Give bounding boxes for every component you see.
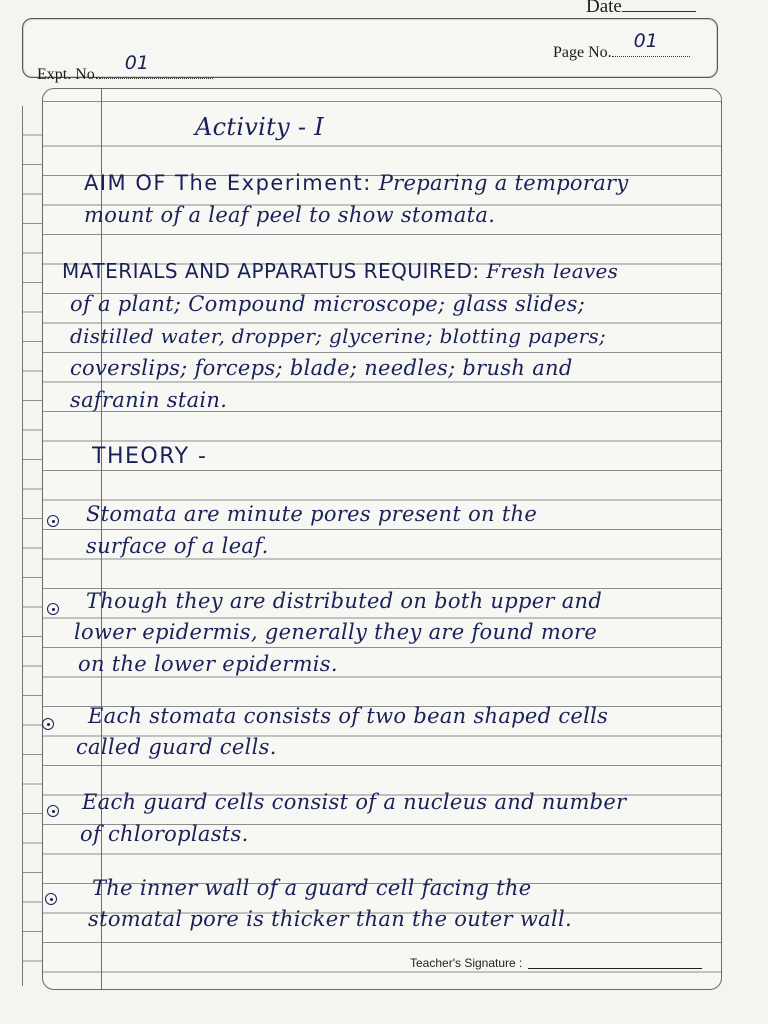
theory-point-2-line-3: on the lower epidermis. — [78, 652, 338, 676]
theory-point-4-line-1: Each guard cells consist of a nucleus and number — [82, 790, 627, 814]
materials-line-1: MATERIALS AND APPARATUS REQUIRED: Fresh leaves — [62, 259, 619, 283]
aim-line-1: AIM OF The Experiment: Preparing a temporary — [84, 171, 629, 195]
teacher-signature-line — [528, 968, 702, 969]
theory-point-1-line-2: surface of a leaf. — [86, 534, 269, 558]
bullet-icon — [47, 515, 59, 527]
date-blank — [622, 0, 696, 12]
page-title: Activity - I — [195, 113, 324, 141]
theory-point-2-line-2: lower epidermis, generally they are found more — [74, 620, 598, 644]
theory-point-5-line-1: The inner wall of a guard cell facing the — [92, 876, 532, 900]
bullet-icon — [42, 718, 54, 730]
theory-point-2-line-1: Though they are distributed on both upper and — [86, 589, 603, 613]
bullet-icon — [47, 805, 59, 817]
materials-line-3: distilled water, dropper; glycerine; blotting papers; — [70, 324, 607, 348]
expt-no-label: Expt. No. — [37, 66, 99, 83]
teacher-signature-label: Teacher's Signature : — [410, 956, 523, 970]
materials-line-4: coverslips; forceps; blade; needles; brush and — [70, 356, 573, 380]
page-no-label: Page No. — [553, 44, 612, 61]
expt-no-blank — [99, 52, 213, 79]
materials-line-2: of a plant; Compound microscope; glass slides; — [70, 292, 586, 316]
theory-point-3-line-2: called guard cells. — [76, 735, 277, 759]
theory-point-4-line-2: of chloroplasts. — [80, 822, 249, 846]
aim-line-2: mount of a leaf peel to show stomata. — [84, 203, 496, 227]
materials-heading: MATERIALS AND APPARATUS REQUIRED: — [62, 259, 480, 283]
theory-point-5-line-2: stomatal pore is thicker than the outer wall. — [88, 907, 572, 931]
theory-point-3-line-1: Each stomata consists of two bean shaped cells — [88, 704, 609, 728]
materials-line-5: safranin stain. — [70, 388, 228, 412]
page-no-blank — [612, 30, 690, 57]
theory-heading: THEORY - — [92, 444, 208, 469]
theory-point-1-line-1: Stomata are minute pores present on the — [86, 502, 538, 526]
aim-heading: AIM OF The Experiment: — [84, 171, 372, 195]
expt-no-field — [37, 52, 213, 84]
date-field — [586, 0, 696, 18]
bullet-icon — [47, 603, 59, 615]
bullet-icon — [45, 893, 57, 905]
page-no-value: 01 — [633, 30, 658, 52]
date-label: Date — [586, 0, 622, 17]
page-no-field — [553, 30, 690, 62]
expt-no-value: 01 — [124, 52, 149, 74]
